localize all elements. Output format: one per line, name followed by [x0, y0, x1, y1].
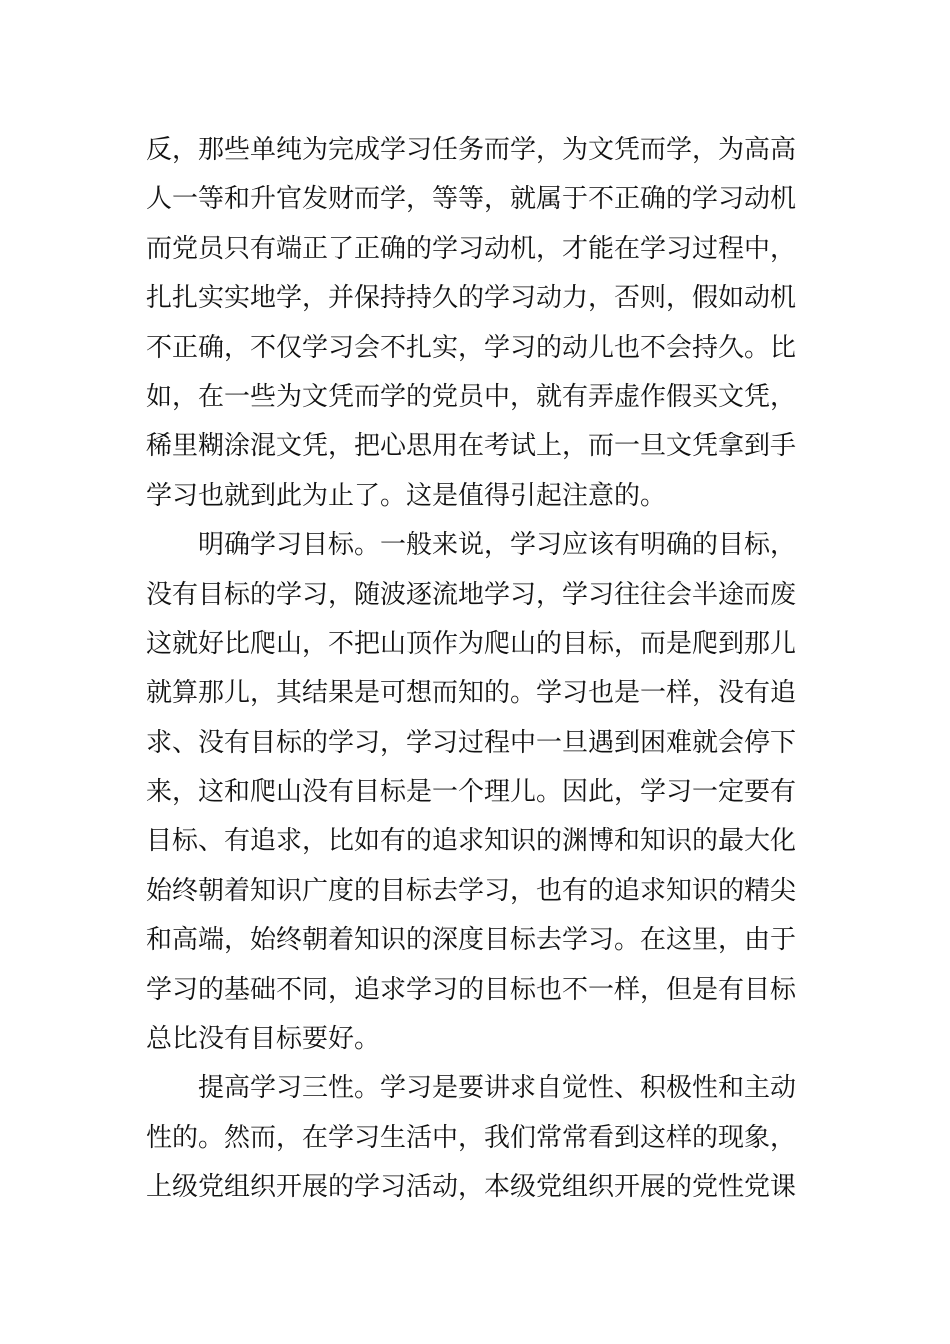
text-line: 上级党组织开展的学习活动，本级党组织开展的党性党课 — [146, 1172, 797, 1203]
text-line: 学习也就到此为止了。这是值得引起注意的。 — [146, 480, 667, 511]
text-line: 目标、有追求，比如有的追求知识的渊博和知识的最大化 — [146, 826, 797, 857]
text-line: 反，那些单纯为完成学习任务而学，为文凭而学，为高高 — [146, 135, 797, 165]
text-line: 如，在一些为文凭而学的党员中，就有弄虚作假买文凭， — [146, 381, 797, 412]
text-line: 始终朝着知识广度的目标去学习，也有的追求知识的精尖 — [146, 875, 797, 906]
text-line: 而党员只有端正了正确的学习动机，才能在学习过程中， — [146, 233, 797, 264]
text-line: 稀里糊涂混文凭，把心思用在考试上，而一旦文凭拿到手 — [146, 431, 797, 462]
text-line: 就算那儿，其结果是可想而知的。学习也是一样，没有追 — [146, 678, 797, 709]
text-line: 学习的基础不同，追求学习的目标也不一样，但是有目标 — [146, 974, 797, 1005]
body-text — [146, 126, 810, 1213]
text-line: 不正确，不仅学习会不扎实，学习的动儿也不会持久。比 — [146, 332, 797, 363]
text-line: 性的。然而，在学习生活中，我们常常看到这样的现象， — [146, 1122, 797, 1153]
text-line: 总比没有目标要好。 — [146, 1024, 381, 1055]
paragraph-start-line: 明确学习目标。一般来说，学习应该有明确的目标， — [198, 530, 797, 561]
text-line: 人一等和升官发财而学，等等，就属于不正确的学习动机 — [146, 184, 797, 215]
paragraph-start-line: 提高学习三性。学习是要讲求自觉性、积极性和主动 — [198, 1073, 797, 1104]
text-line: 没有目标的学习，随波逐流地学习，学习往往会半途而废 — [146, 579, 797, 610]
text-line: 和高端，始终朝着知识的深度目标去学习。在这里，由于 — [146, 925, 797, 956]
text-line: 来，这和爬山没有目标是一个理儿。因此，学习一定要有 — [146, 777, 797, 808]
text-line: 这就好比爬山，不把山顶作为爬山的目标，而是爬到那儿 — [146, 628, 797, 659]
text-line: 求、没有目标的学习，学习过程中一旦遇到困难就会停下 — [146, 727, 797, 758]
text-line: 扎扎实实地学，并保持持久的学习动力，否则，假如动机 — [146, 283, 797, 314]
